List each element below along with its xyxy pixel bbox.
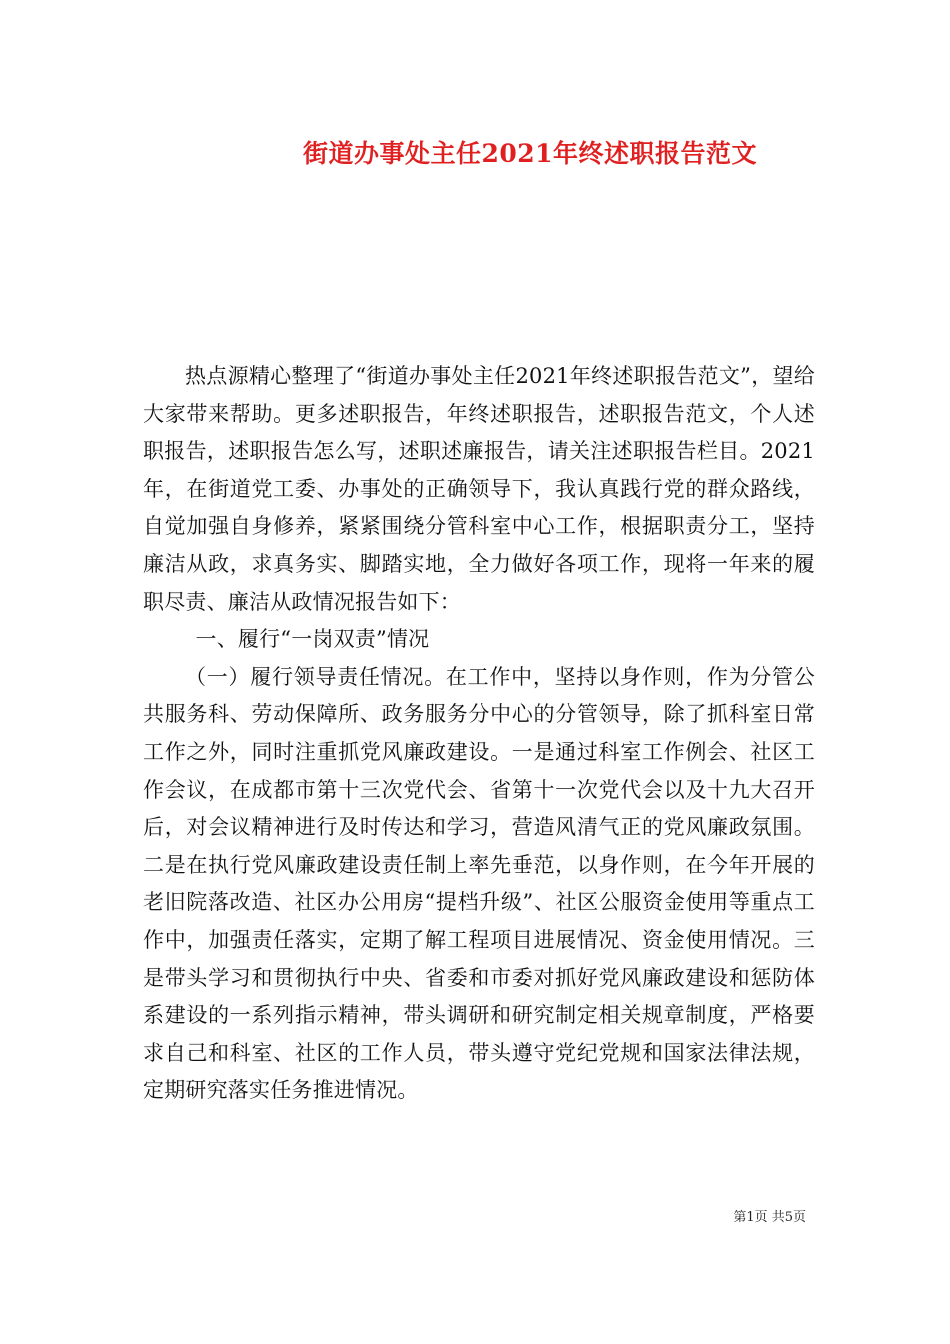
- page-number: 第1页 共5页: [733, 1210, 806, 1225]
- intro-paragraph: 热点源精心整理了“街道办事处主任2021年终述职报告范文”，望给大家带来帮助。更多述职报告，年终述职报告，述职报告范文，个人述职报告，述职报告怎么写，述职述廉报告，请关注述职报告栏目。2021年，在街道党工委、办事处的正确领导下，我认真践行党的群众路线，自觉加强自身修养，紧紧围绕分管科室中心工作，根据职责分工，坚持廉洁从政，求真务实、脚踏实地，全力做好各项工作，现将一年来的履职尽责、廉洁从政情况报告如下：: [143, 364, 815, 614]
- section-heading: 一、履行“一岗双责”情况: [195, 627, 430, 652]
- document-title: 街道办事处主任2021年终述职报告范文: [302, 139, 758, 168]
- section-paragraph: （一）履行领导责任情况。在工作中，坚持以身作则，作为分管公共服务科、劳动保障所、政务服务分中心的分管领导，除了抓科室日常工作之外，同时注重抓党风廉政建设。一是通过科室工作例会、社区工作会议，在成都市第十三次党代会、省第十一次党代会以及十九大召开后，对会议精神进行及时传达和学习，营造风清气正的党风廉政氛围。二是在执行党风廉政建设责任制上率先垂范，以身作则，在今年开展的老旧院落改造、社区办公用房“提档升级”、社区公服资金使用等重点工作中，加强责任落实，定期了解工程项目进展情况、资金使用情况。三是带头学习和贯彻执行中央、省委和市委对抓好党风廉政建设和惩防体系建设的一系列指示精神，带头调研和研究制定相关规章制度，严格要求自己和科室、社区的工作人员，带头遵守党纪党规和国家法律法规，定期研究落实任务推进情况。: [143, 664, 815, 1103]
- document-body: [143, 358, 815, 1110]
